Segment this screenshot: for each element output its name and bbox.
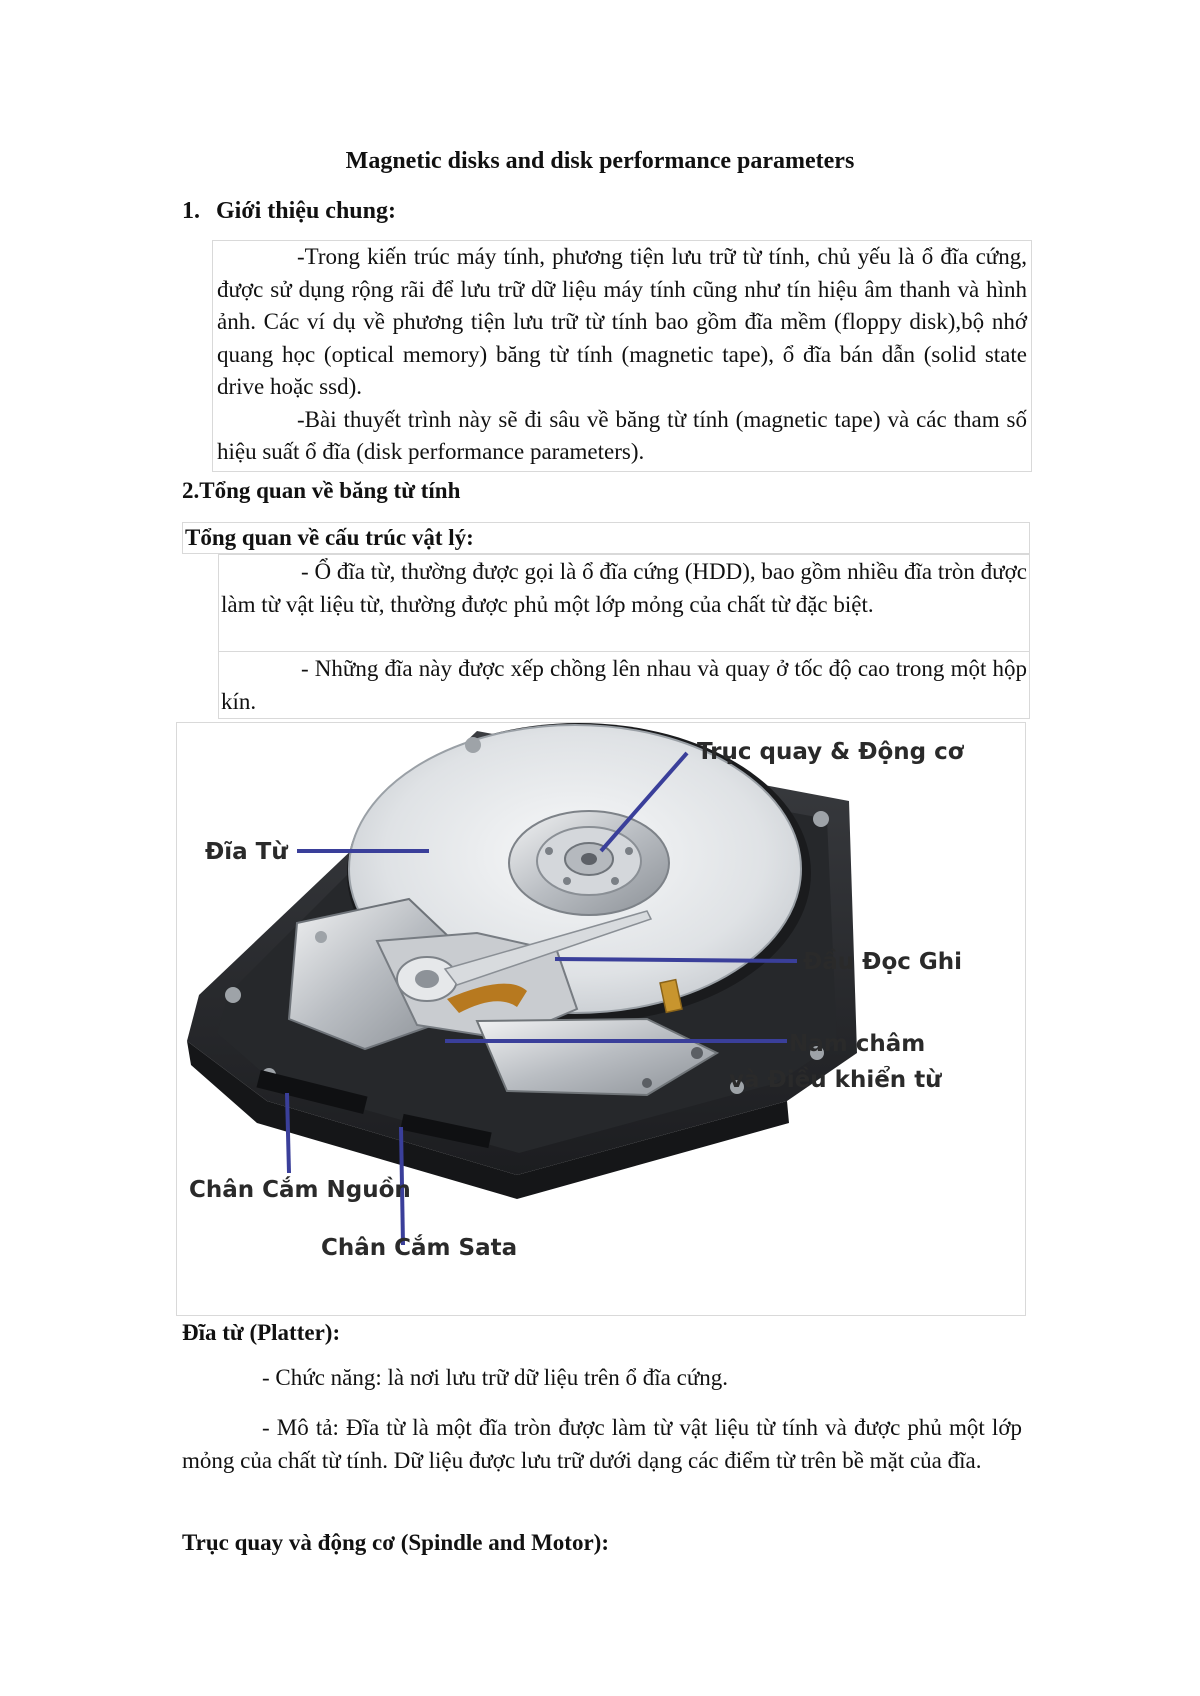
intro-paragraph-2: -Bài thuyết trình này sẽ đi sâu về băng từ tính (magnetic tape) và các tham số hiệu suất ổ đĩa (disk performance parameters). [217, 406, 1027, 464]
hdd-diagram [176, 722, 1026, 1316]
label-magnet-line-1: Nam châm [789, 1031, 926, 1057]
label-platter: Đĩa Từ [205, 839, 288, 865]
structure-bullet-1: - Ổ đĩa từ, thường được gọi là ổ đĩa cứng (HDD), bao gồm nhiều đĩa tròn được làm từ vật liệu từ, thường được phủ một lớp mỏng của chất từ đặc biệt. [221, 559, 1027, 617]
structure-subheading: Tổng quan về cấu trúc vật lý: [182, 522, 1030, 554]
label-power-connector: Chân Cắm Nguồn [189, 1177, 411, 1203]
hdd-illustration [177, 723, 1025, 1315]
structure-bullet-2: - Những đĩa này được xếp chồng lên nhau và quay ở tốc độ cao trong một hộp kín. [221, 656, 1027, 714]
document-title: Magnetic disks and disk performance parameters [345, 148, 855, 174]
intro-paragraph-1: -Trong kiến trúc máy tính, phương tiện lưu trữ từ tính, chủ yếu là ổ đĩa cứng, được sử dụng rộng rãi để lưu trữ dữ liệu máy tính cũng như tín hiệu âm thanh và hình ảnh. Các ví dụ về phương tiện lưu trữ từ tính bao gồm đĩa mềm (floppy disk),bộ nhớ quang học (optical memory) băng từ tính (magnetic tape), ổ đĩa bán dẫn (solid state drive hoặc ssd). [217, 244, 1027, 399]
structure-bullet-1-box [218, 554, 1030, 652]
label-sata-connector: Chân Cắm Sata [321, 1235, 518, 1261]
platter-heading: Đĩa từ (Platter): [182, 1320, 341, 1345]
section-1-heading [182, 198, 396, 225]
platter-description: - Mô tả: Đĩa từ là một đĩa tròn được làm từ vật liệu từ tính và được phủ một lớp mỏng của chất từ tính. Dữ liệu được lưu trữ dưới dạng các điểm từ trên bề mặt của đĩa. [182, 1415, 1022, 1473]
section-1-title: Giới thiệu chung: [216, 198, 396, 224]
structure-bullet-2-box [218, 651, 1030, 719]
platter-function: - Chức năng: là nơi lưu trữ dữ liệu trên ổ đĩa cứng. [262, 1365, 729, 1390]
section-2-heading: 2.Tổng quan về băng từ tính [182, 478, 461, 503]
label-spindle: Trục quay & Động cơ [697, 739, 964, 765]
spindle-heading: Trục quay và động cơ (Spindle and Motor): [182, 1530, 609, 1555]
label-read-write-head: Đầu Đọc Ghi [803, 949, 963, 975]
label-magnet-line-2: và Điều khiển từ [729, 1067, 942, 1093]
spindle [509, 811, 669, 915]
intro-box [212, 240, 1032, 472]
section-1-number: 1. [182, 198, 200, 224]
